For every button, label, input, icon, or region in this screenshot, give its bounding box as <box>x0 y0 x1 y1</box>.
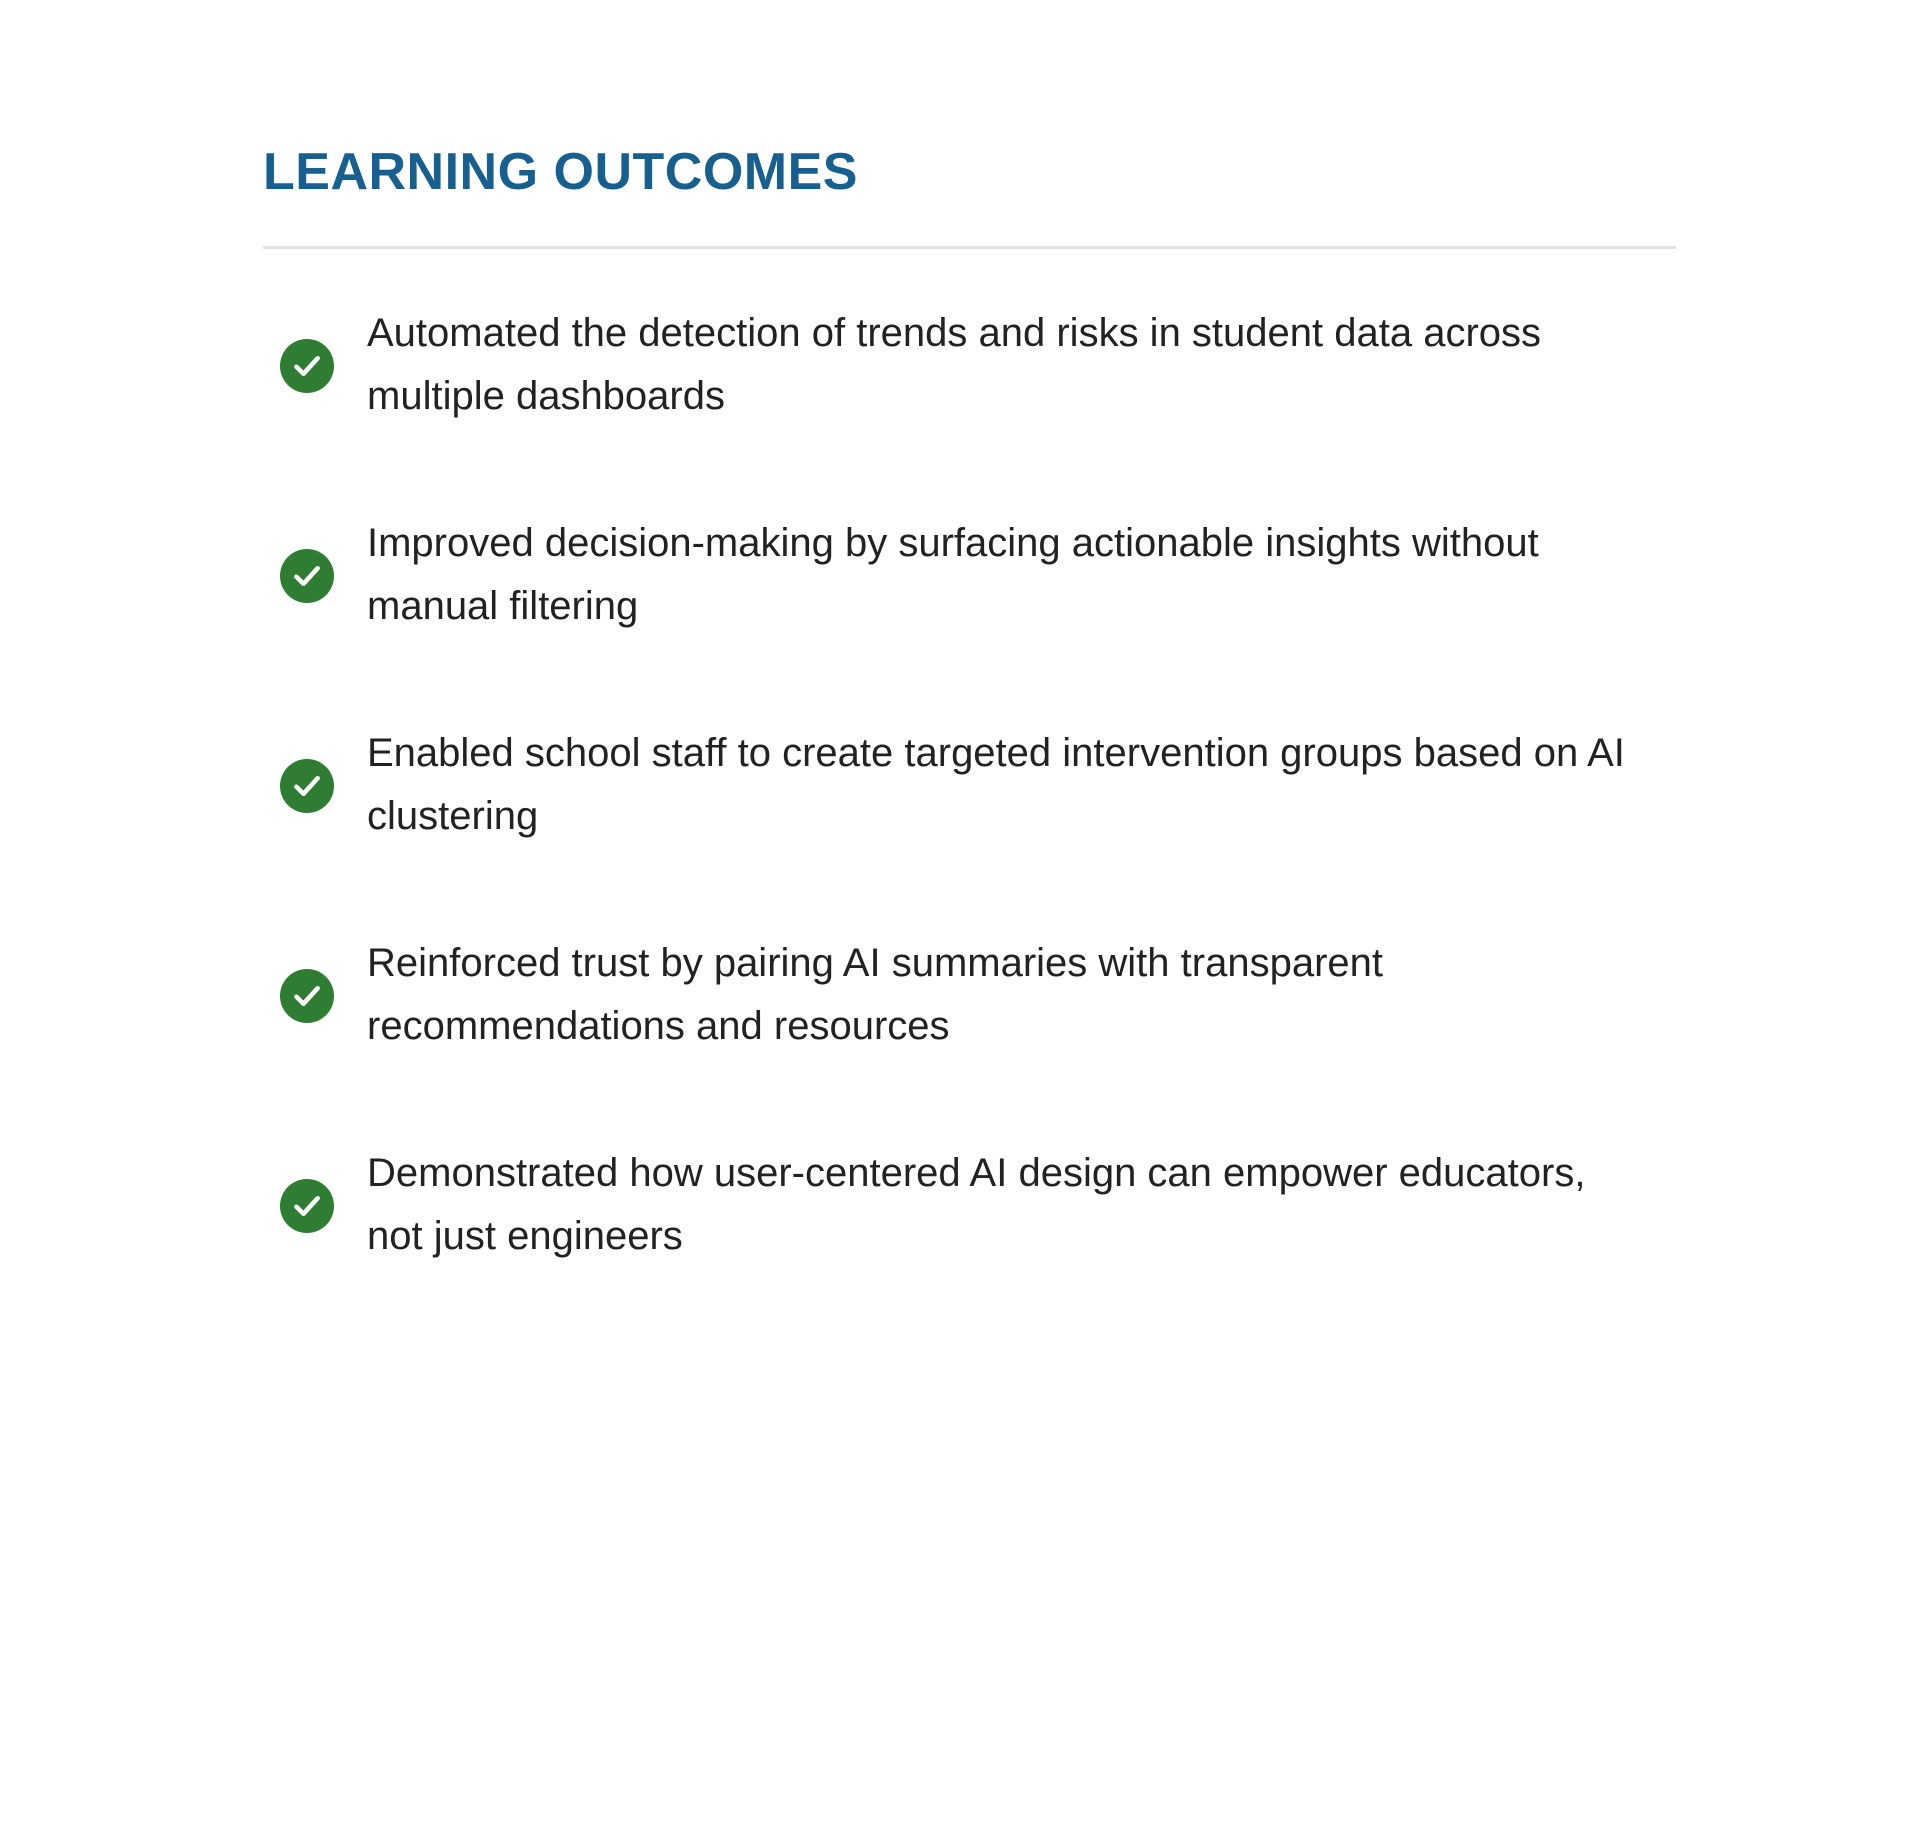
list-item <box>263 932 1676 1058</box>
outcome-text: Reinforced trust by pairing AI summaries with transparent recommendations and resources <box>367 941 1383 1048</box>
divider <box>263 246 1676 249</box>
outcome-text: Demonstrated how user-centered AI design can empower educators, not just engineers <box>367 1151 1586 1258</box>
list-item <box>263 722 1676 848</box>
list-item <box>263 512 1676 638</box>
outcome-text: Improved decision-making by surfacing actionable insights without manual filtering <box>367 521 1539 628</box>
check-circle-icon <box>280 1179 334 1233</box>
outcome-list <box>263 302 1676 1268</box>
section-title: LEARNING OUTCOMES <box>263 143 858 201</box>
check-circle-icon <box>280 339 334 393</box>
check-circle-icon <box>280 969 334 1023</box>
list-item <box>263 1142 1676 1268</box>
outcome-text: Automated the detection of trends and risks in student data across multiple dashboards <box>367 311 1542 418</box>
outcome-text: Enabled school staff to create targeted intervention groups based on AI clustering <box>367 731 1625 838</box>
learning-outcomes-section <box>263 140 1676 1268</box>
check-circle-icon <box>280 759 334 813</box>
list-item <box>263 302 1676 428</box>
check-circle-icon <box>280 549 334 603</box>
